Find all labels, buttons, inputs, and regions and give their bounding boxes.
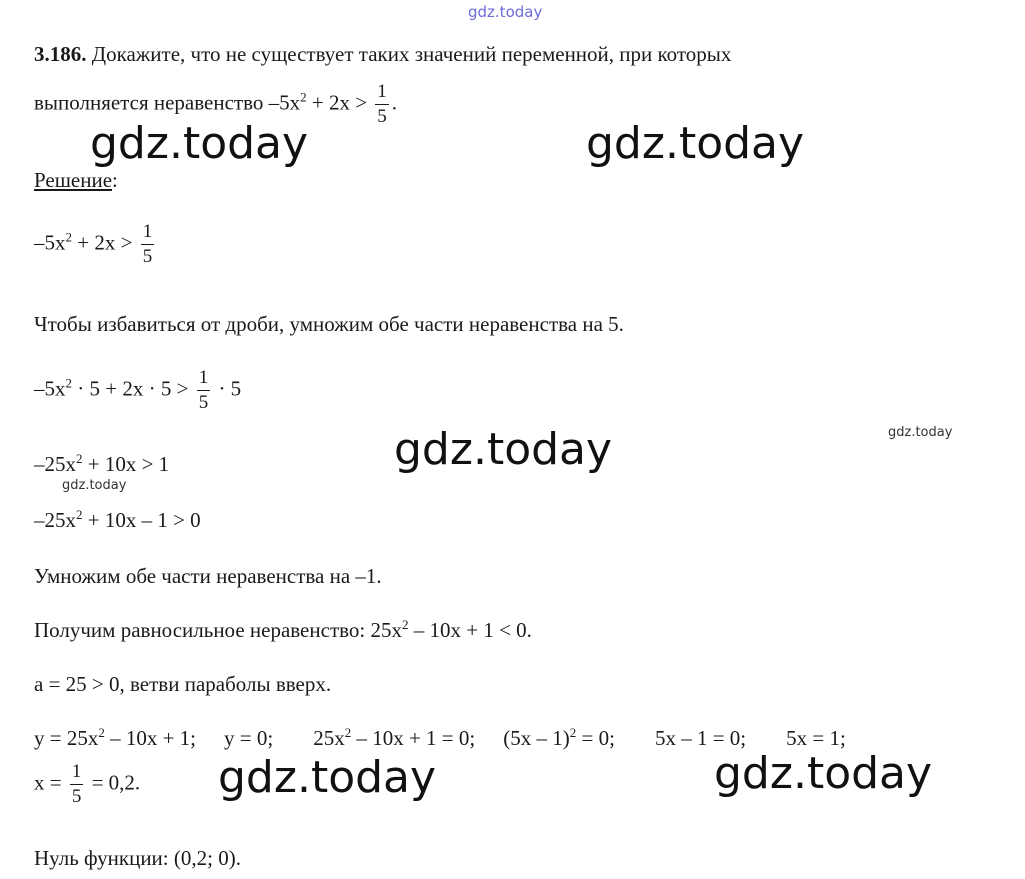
watermark-big: gdz.today <box>218 752 437 803</box>
exponent: 2 <box>76 507 83 522</box>
eq-term: · 5 <box>213 376 242 401</box>
solution-heading-label: Решение <box>34 168 113 192</box>
eq-term: –5x <box>34 230 66 255</box>
fraction-numerator: 1 <box>197 368 211 391</box>
solution-heading-colon: : <box>112 168 118 192</box>
watermark-big: gdz.today <box>394 424 613 475</box>
watermark-small: gdz.today <box>888 425 953 440</box>
eq-term: – 10x + 1; <box>104 726 197 750</box>
eq-term: y = 25x <box>34 726 99 750</box>
solution-text-3 <box>34 618 532 642</box>
task-text-2-mid: + 2x > <box>306 90 373 115</box>
eq-term: + 10x – 1 > 0 <box>82 508 201 532</box>
eq-term: – 10x + 1 = 0; <box>351 726 476 750</box>
eq-term: = 0; <box>576 726 615 750</box>
solution-text-5: Нуль функции: (0,2; 0). <box>34 846 241 870</box>
exponent: 2 <box>300 89 307 105</box>
task-text-2-end: . <box>391 90 398 115</box>
eq-term: (5x – 1) <box>503 726 570 750</box>
eq-term: 5x = 1; <box>786 726 846 750</box>
exponent: 2 <box>65 229 72 245</box>
fraction-numerator: 1 <box>141 222 155 245</box>
exponent: 2 <box>569 725 577 740</box>
fraction <box>70 762 84 807</box>
watermark-top: gdz.today <box>468 3 543 21</box>
fraction <box>141 222 155 267</box>
eq-term: –25x <box>34 508 76 532</box>
equation-1 <box>34 222 157 267</box>
equation-3 <box>34 452 169 476</box>
fraction-denominator: 5 <box>142 246 153 267</box>
watermark-big: gdz.today <box>714 748 933 799</box>
fraction-denominator: 5 <box>198 392 209 413</box>
eq-term: x = <box>34 770 67 795</box>
eq-term: + 10x > 1 <box>82 452 170 476</box>
equation-5 <box>34 726 846 750</box>
task-number: 3.186. <box>34 42 87 66</box>
equation-6 <box>34 762 140 807</box>
eq-term: · 5 + 2x · 5 > <box>72 376 194 401</box>
fraction-numerator: 1 <box>375 82 389 105</box>
watermark-big: gdz.today <box>90 118 309 169</box>
exponent: 2 <box>344 725 352 740</box>
exponent: 2 <box>98 725 105 740</box>
solution-text-2: Умножим обе части неравенства на –1. <box>34 564 382 588</box>
eq-term: y = 0; <box>224 726 274 750</box>
fraction <box>375 82 389 127</box>
solution-text-1: Чтобы избавиться от дроби, умножим обе части неравенства на 5. <box>34 312 624 336</box>
eq-term: –5x <box>34 376 66 401</box>
solution-text-4: a = 25 > 0, ветви параболы вверх. <box>34 672 332 696</box>
exponent: 2 <box>65 375 72 391</box>
watermark-small: gdz.today <box>62 478 127 493</box>
eq-term: Получим равносильное неравенство: 25x <box>34 618 402 642</box>
eq-term: –25x <box>34 452 76 476</box>
fraction-numerator: 1 <box>70 762 84 785</box>
eq-term: 25x <box>313 726 345 750</box>
eq-term: – 10x + 1 < 0. <box>408 618 532 642</box>
task-text-1: Докажите, что не существует таких значений переменной, при которых <box>91 42 732 66</box>
eq-term: 5x – 1 = 0; <box>654 726 747 750</box>
task-text-2: выполняется неравенство –5x <box>34 90 301 115</box>
exponent: 2 <box>76 451 83 466</box>
exponent: 2 <box>401 617 409 632</box>
eq-term: + 2x > <box>72 230 138 255</box>
equation-2 <box>34 368 241 413</box>
fraction-denominator: 5 <box>377 106 387 127</box>
equation-4 <box>34 508 201 532</box>
fraction-denominator: 5 <box>71 786 82 807</box>
fraction <box>197 368 211 413</box>
solution-heading <box>34 168 118 192</box>
task-line-1 <box>34 42 731 66</box>
watermark-big: gdz.today <box>586 118 805 169</box>
eq-term: = 0,2. <box>86 770 141 795</box>
